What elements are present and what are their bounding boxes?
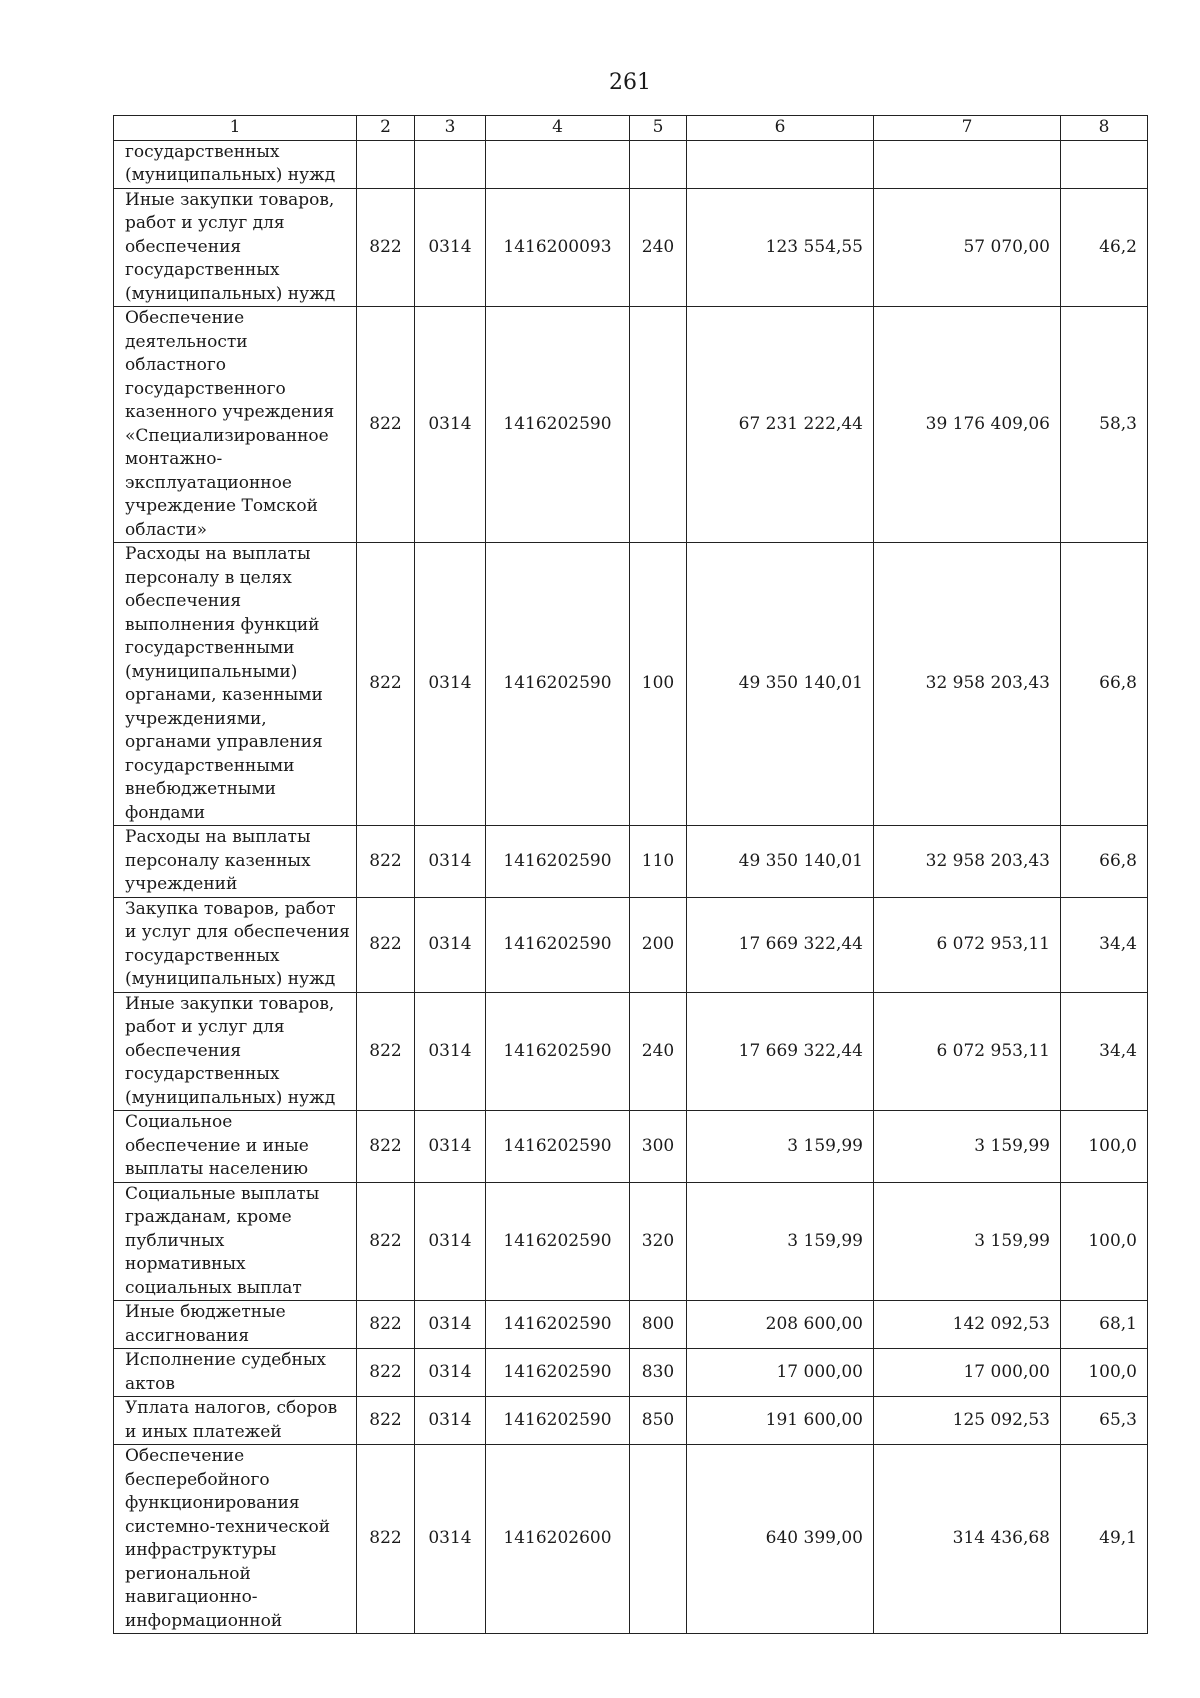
row-description: Расходы на выплаты персоналу казенных учреждений [114,826,357,898]
row-description: государственных (муниципальных) нужд [114,140,357,188]
cell-actual-amount: 39 176 409,06 [874,307,1061,543]
cell-admin-code: 822 [357,1301,415,1349]
table-row [114,897,1148,992]
cell-plan-amount: 49 350 140,01 [687,543,874,826]
col-header-6: 6 [687,116,874,141]
cell-section-code: 0314 [415,1111,486,1183]
cell-section-code: 0314 [415,543,486,826]
cell-actual-amount: 17 000,00 [874,1349,1061,1397]
cell-plan-amount: 17 669 322,44 [687,897,874,992]
cell-expense-type [630,140,687,188]
cell-actual-amount: 57 070,00 [874,188,1061,307]
cell-section-code: 0314 [415,826,486,898]
cell-expense-type [630,1445,687,1634]
cell-target-code: 1416202590 [486,1397,630,1445]
cell-expense-type: 850 [630,1397,687,1445]
cell-plan-amount: 191 600,00 [687,1397,874,1445]
cell-expense-type: 830 [630,1349,687,1397]
header-row [114,116,1148,141]
table-row [114,992,1148,1111]
row-description: Иные закупки товаров, работ и услуг для обеспечения государственных (муниципальных) нужд [114,992,357,1111]
cell-actual-amount: 142 092,53 [874,1301,1061,1349]
table-row [114,1445,1148,1634]
table-row [114,1111,1148,1183]
cell-plan-amount: 123 554,55 [687,188,874,307]
cell-expense-type: 240 [630,188,687,307]
row-description: Иные закупки товаров, работ и услуг для обеспечения государственных (муниципальных) нужд [114,188,357,307]
cell-actual-amount: 3 159,99 [874,1111,1061,1183]
cell-percent: 34,4 [1061,992,1148,1111]
row-description: Закупка товаров, работ и услуг для обеспечения государственных (муниципальных) нужд [114,897,357,992]
cell-admin-code: 822 [357,1397,415,1445]
cell-percent: 68,1 [1061,1301,1148,1349]
cell-target-code: 1416202590 [486,992,630,1111]
cell-admin-code [357,140,415,188]
cell-expense-type: 240 [630,992,687,1111]
cell-section-code: 0314 [415,992,486,1111]
cell-expense-type: 110 [630,826,687,898]
col-header-1: 1 [114,116,357,141]
cell-target-code: 1416202590 [486,1301,630,1349]
cell-percent: 100,0 [1061,1182,1148,1301]
cell-expense-type [630,307,687,543]
cell-target-code: 1416200093 [486,188,630,307]
cell-section-code: 0314 [415,1397,486,1445]
cell-target-code: 1416202590 [486,897,630,992]
cell-target-code: 1416202590 [486,543,630,826]
cell-actual-amount: 125 092,53 [874,1397,1061,1445]
table-row [114,543,1148,826]
row-description: Социальное обеспечение и иные выплаты населению [114,1111,357,1183]
cell-expense-type: 300 [630,1111,687,1183]
cell-section-code [415,140,486,188]
cell-admin-code: 822 [357,1182,415,1301]
row-description: Уплата налогов, сборов и иных платежей [114,1397,357,1445]
cell-plan-amount [687,140,874,188]
page-number: 261 [609,70,651,95]
cell-section-code: 0314 [415,897,486,992]
cell-plan-amount: 17 000,00 [687,1349,874,1397]
cell-section-code: 0314 [415,1349,486,1397]
cell-expense-type: 100 [630,543,687,826]
cell-section-code: 0314 [415,1182,486,1301]
cell-plan-amount: 17 669 322,44 [687,992,874,1111]
cell-plan-amount: 640 399,00 [687,1445,874,1634]
cell-percent: 34,4 [1061,897,1148,992]
cell-expense-type: 320 [630,1182,687,1301]
cell-expense-type: 800 [630,1301,687,1349]
cell-admin-code: 822 [357,826,415,898]
col-header-3: 3 [415,116,486,141]
col-header-5: 5 [630,116,687,141]
cell-actual-amount [874,140,1061,188]
col-header-4: 4 [486,116,630,141]
table-row [114,188,1148,307]
cell-percent: 66,8 [1061,543,1148,826]
cell-admin-code: 822 [357,307,415,543]
cell-admin-code: 822 [357,188,415,307]
cell-target-code: 1416202590 [486,1111,630,1183]
row-description: Обеспечение деятельности областного государственного казенного учреждения «Специализированное монтажно-эксплуатационное учреждение Томской области» [114,307,357,543]
table-row [114,1397,1148,1445]
cell-admin-code: 822 [357,1111,415,1183]
cell-plan-amount: 208 600,00 [687,1301,874,1349]
cell-plan-amount: 3 159,99 [687,1182,874,1301]
cell-admin-code: 822 [357,1445,415,1634]
table-row [114,1182,1148,1301]
cell-admin-code: 822 [357,897,415,992]
cell-percent: 49,1 [1061,1445,1148,1634]
cell-target-code [486,140,630,188]
cell-actual-amount: 6 072 953,11 [874,897,1061,992]
cell-actual-amount: 314 436,68 [874,1445,1061,1634]
cell-actual-amount: 32 958 203,43 [874,543,1061,826]
cell-percent: 46,2 [1061,188,1148,307]
table-row [114,1301,1148,1349]
cell-target-code: 1416202590 [486,1182,630,1301]
col-header-8: 8 [1061,116,1148,141]
cell-actual-amount: 6 072 953,11 [874,992,1061,1111]
cell-plan-amount: 3 159,99 [687,1111,874,1183]
table-row [114,1349,1148,1397]
row-description: Расходы на выплаты персоналу в целях обеспечения выполнения функций государственными (муниципальными) органами, казенными учреждениями, органами управления государственными внебюджетными фондами [114,543,357,826]
cell-percent: 66,8 [1061,826,1148,898]
cell-percent [1061,140,1148,188]
cell-section-code: 0314 [415,307,486,543]
row-description: Иные бюджетные ассигнования [114,1301,357,1349]
cell-section-code: 0314 [415,1445,486,1634]
budget-table [113,115,1148,1634]
row-description: Обеспечение бесперебойного функционирования системно-технической инфраструктуры региональной навигационно-информационной [114,1445,357,1634]
table-row [114,826,1148,898]
cell-actual-amount: 3 159,99 [874,1182,1061,1301]
cell-admin-code: 822 [357,1349,415,1397]
cell-target-code: 1416202590 [486,1349,630,1397]
cell-plan-amount: 49 350 140,01 [687,826,874,898]
cell-target-code: 1416202600 [486,1445,630,1634]
cell-section-code: 0314 [415,1301,486,1349]
cell-admin-code: 822 [357,992,415,1111]
col-header-7: 7 [874,116,1061,141]
row-description: Социальные выплаты гражданам, кроме публичных нормативных социальных выплат [114,1182,357,1301]
table-row [114,307,1148,543]
cell-percent: 100,0 [1061,1111,1148,1183]
table-row [114,140,1148,188]
col-header-2: 2 [357,116,415,141]
cell-percent: 100,0 [1061,1349,1148,1397]
cell-plan-amount: 67 231 222,44 [687,307,874,543]
cell-actual-amount: 32 958 203,43 [874,826,1061,898]
cell-target-code: 1416202590 [486,826,630,898]
row-description: Исполнение судебных актов [114,1349,357,1397]
cell-target-code: 1416202590 [486,307,630,543]
cell-percent: 58,3 [1061,307,1148,543]
cell-percent: 65,3 [1061,1397,1148,1445]
cell-admin-code: 822 [357,543,415,826]
cell-expense-type: 200 [630,897,687,992]
cell-section-code: 0314 [415,188,486,307]
